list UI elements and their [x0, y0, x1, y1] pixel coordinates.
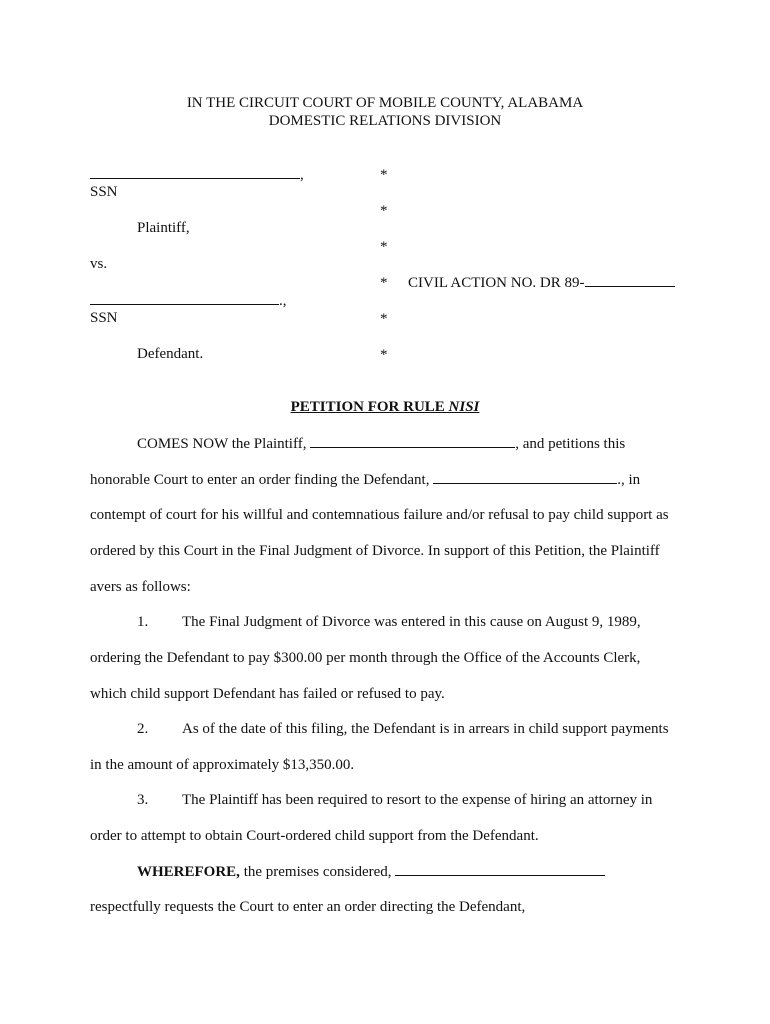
- intro-line-2: [90, 470, 640, 489]
- intro-text: honorable Court to enter an order finding the Defendant,: [90, 472, 430, 488]
- intro-line-1: [137, 434, 625, 453]
- wherefore-line-1: [137, 862, 605, 881]
- intro-text: COMES NOW the Plaintiff,: [137, 436, 307, 452]
- item-1-first-line: The Final Judgment of Divorce was entered in this cause on August 9, 1989,: [182, 614, 641, 630]
- defendant-name-blank[interactable]: [90, 291, 279, 305]
- wherefore-text: the premises considered,: [239, 864, 392, 880]
- caption-star: *: [380, 275, 388, 291]
- civil-action-number-blank[interactable]: [585, 273, 675, 287]
- defendant-label: Defendant.: [137, 346, 204, 362]
- plaintiff-name-blank[interactable]: [90, 165, 300, 179]
- defendant-name-field[interactable]: [90, 291, 287, 310]
- item-1-number: 1.: [137, 614, 149, 630]
- item-3-number: 3.: [137, 792, 149, 808]
- petition-title-main: PETITION FOR RULE: [290, 399, 449, 415]
- intro-line-4: ordered by this Court in the Final Judgment of Divorce. In support of this Petition, the Plaintiff: [90, 543, 660, 559]
- civil-action-field[interactable]: [408, 273, 675, 292]
- intro-line-5: avers as follows:: [90, 579, 191, 595]
- court-heading-line2: DOMESTIC RELATIONS DIVISION: [268, 113, 502, 129]
- item-3-line: order to attempt to obtain Court-ordered child support from the Defendant.: [90, 828, 539, 844]
- plaintiff-comma: ,: [300, 167, 304, 183]
- caption-star: *: [380, 347, 388, 363]
- petition-title-italic: NISI: [448, 399, 480, 415]
- plaintiff-ssn-label: SSN: [90, 184, 118, 200]
- wherefore-line-2: respectfully requests the Court to enter an order directing the Defendant,: [90, 899, 526, 915]
- plaintiff-label: Plaintiff,: [137, 220, 190, 236]
- caption-star: *: [380, 203, 388, 219]
- caption-star: *: [380, 311, 388, 327]
- civil-action-label: CIVIL ACTION NO. DR 89-: [408, 275, 585, 291]
- petition-title: [0, 398, 770, 416]
- wherefore-bold: WHEREFORE,: [137, 864, 240, 880]
- court-heading-line1: IN THE CIRCUIT COURT OF MOBILE COUNTY, ALABAMA: [186, 95, 584, 111]
- defendant-ssn-label: SSN: [90, 310, 118, 326]
- intro-line-3: contempt of court for his willful and contemnatious failure and/or refusal to pay child support as: [90, 507, 669, 523]
- defendant-comma: .,: [279, 293, 287, 309]
- wherefore-name-blank[interactable]: [395, 862, 605, 876]
- caption-star: *: [380, 167, 388, 183]
- plaintiff-name-field[interactable]: [90, 165, 304, 184]
- defendant-name-inline-blank[interactable]: [433, 470, 617, 484]
- item-3-first-line: The Plaintiff has been required to resort to the expense of hiring an attorney in: [182, 792, 653, 808]
- item-1-line: which child support Defendant has failed or refused to pay.: [90, 686, 445, 702]
- item-2-line: in the amount of approximately $13,350.00.: [90, 757, 355, 773]
- intro-text: ., in: [617, 472, 641, 488]
- item-1-line: ordering the Defendant to pay $300.00 per month through the Office of the Accounts Clerk,: [90, 650, 641, 666]
- item-2-first-line: As of the date of this filing, the Defendant is in arrears in child support payments: [182, 721, 669, 737]
- versus-label: vs.: [90, 256, 108, 272]
- caption-star: *: [380, 239, 388, 255]
- item-2-number: 2.: [137, 721, 149, 737]
- intro-text: , and petitions this: [515, 436, 626, 452]
- plaintiff-name-inline-blank[interactable]: [310, 434, 515, 448]
